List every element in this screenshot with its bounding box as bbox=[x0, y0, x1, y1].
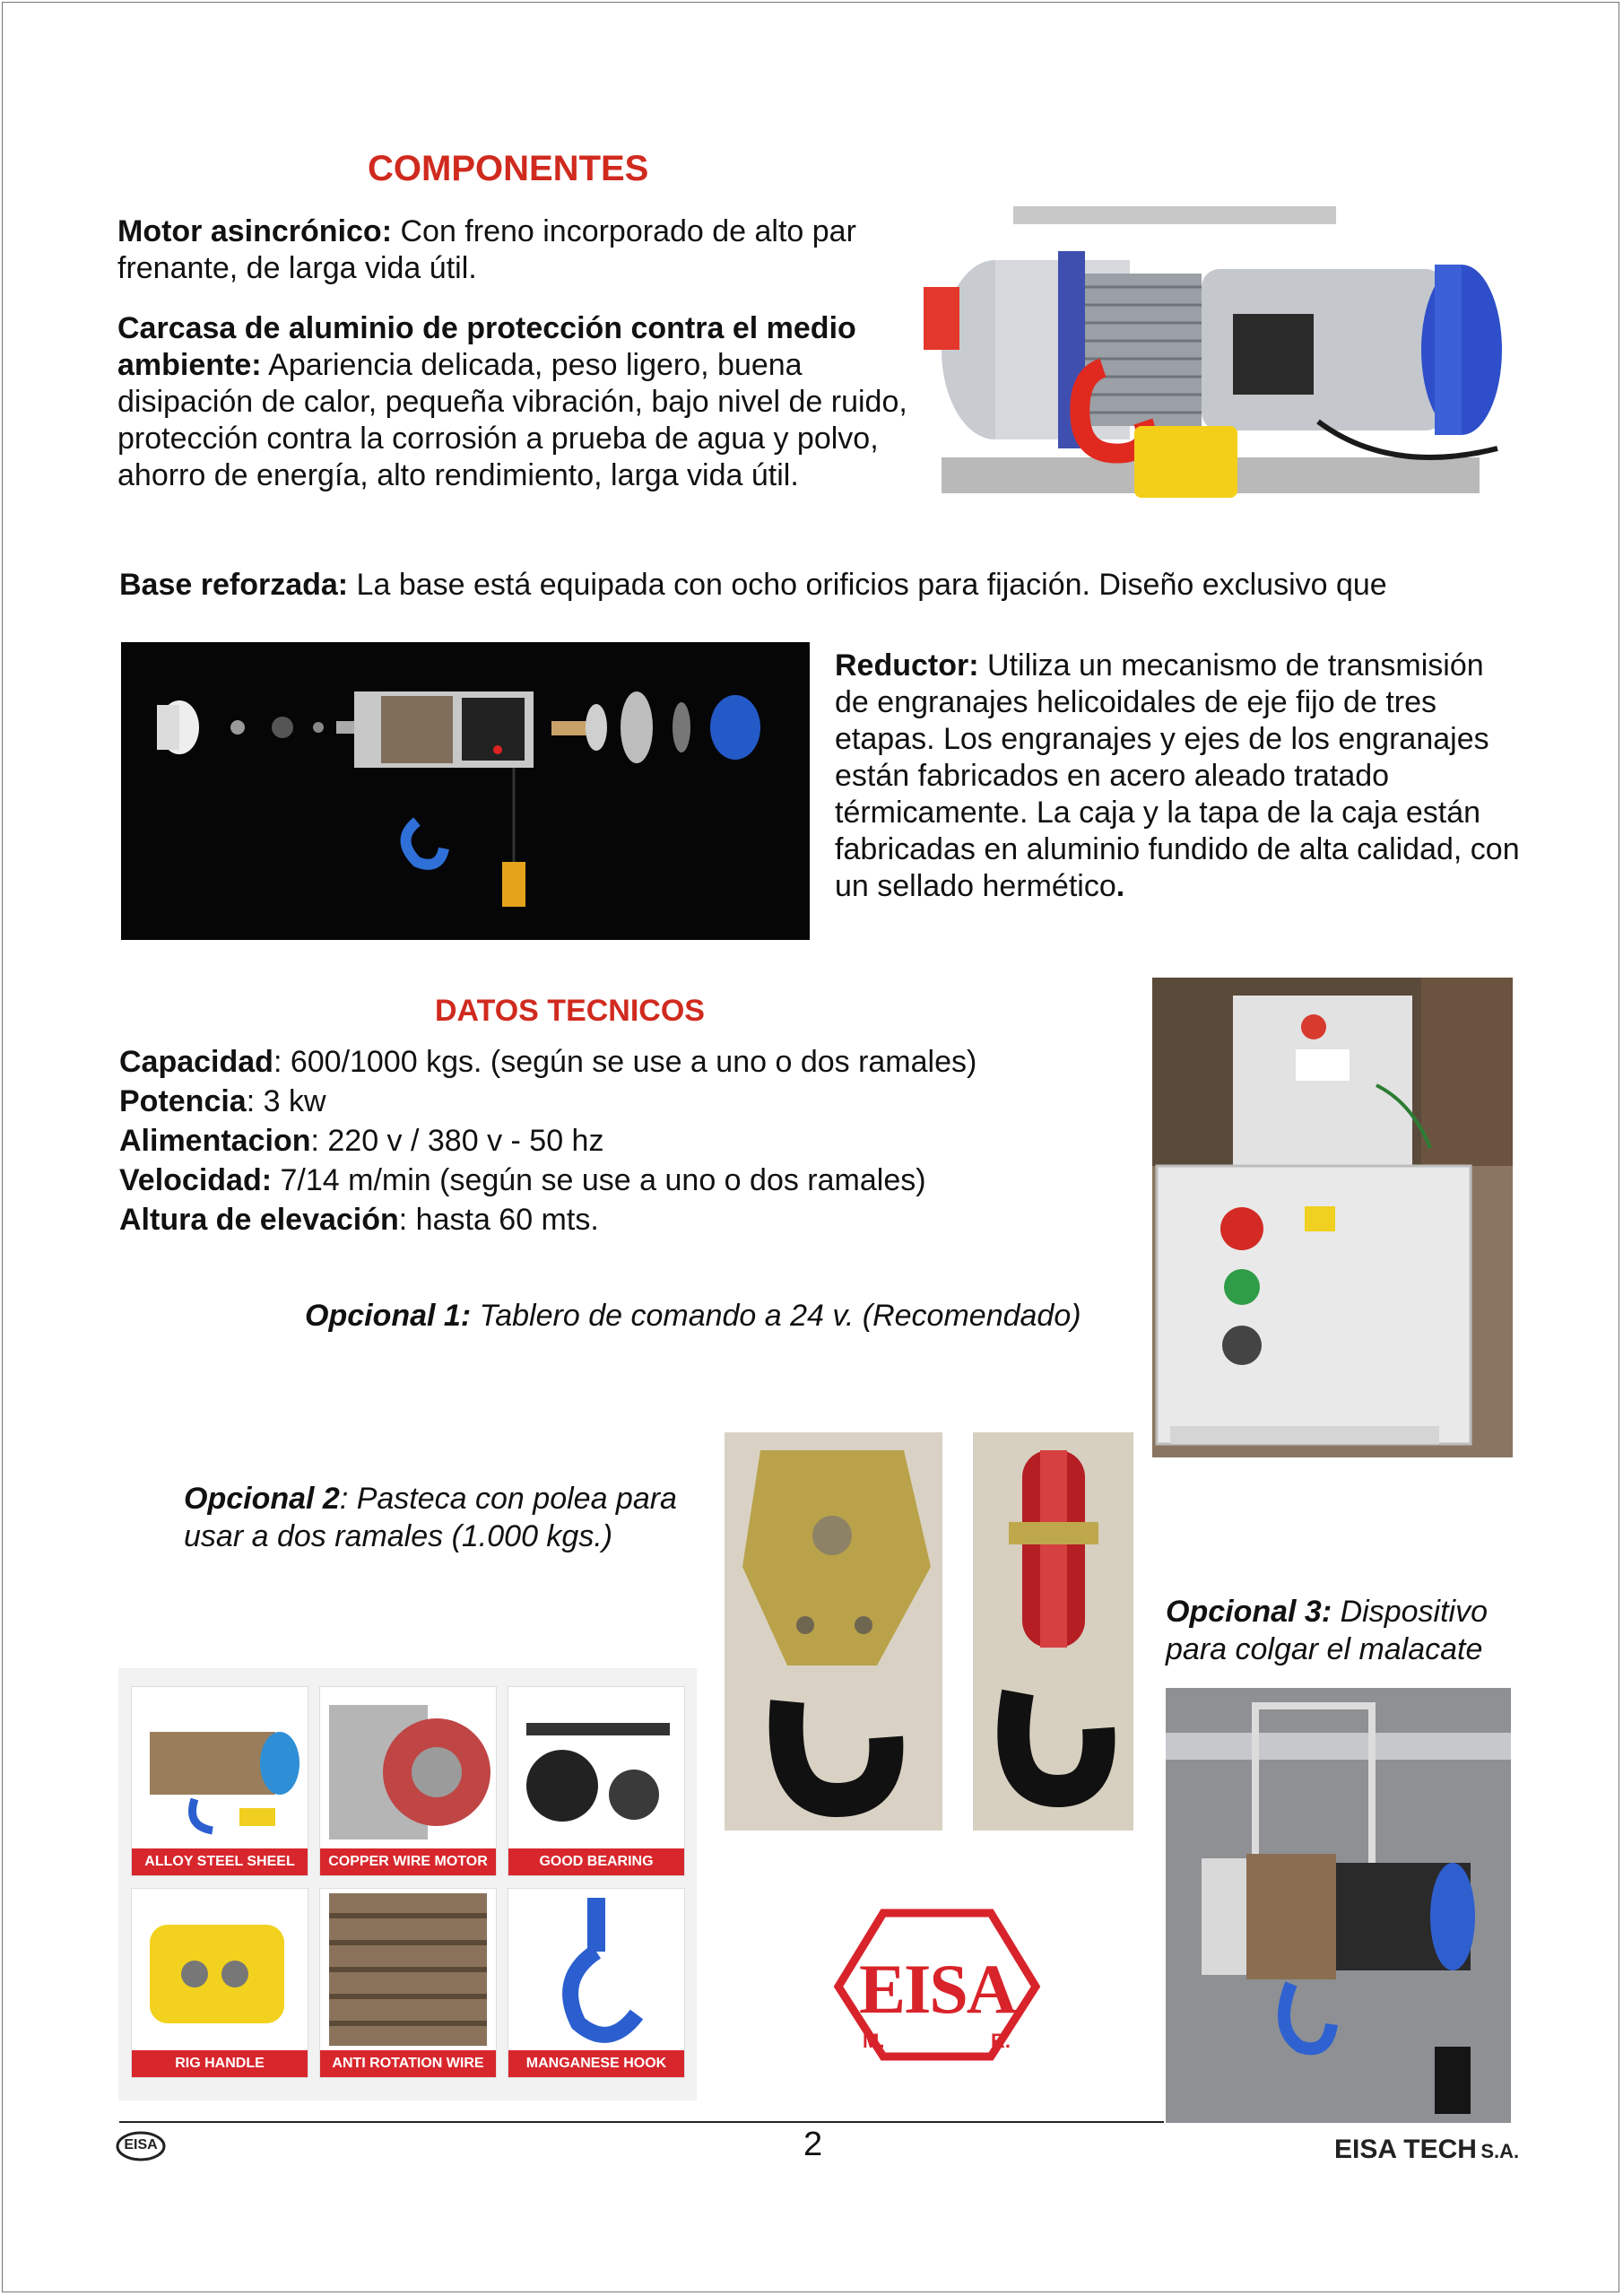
motor-label: Motor asincrónico: bbox=[117, 214, 393, 248]
feature-caption-2: COPPER WIRE MOTOR bbox=[320, 1848, 496, 1875]
motor-text: Con freno incorporado de alto par frenante, de larga vida útil. bbox=[117, 214, 856, 285]
componentes-title: COMPONENTES bbox=[368, 149, 649, 188]
reductor-paragraph bbox=[835, 648, 1525, 905]
carcasa-paragraph bbox=[117, 310, 924, 494]
base-paragraph bbox=[119, 567, 1554, 604]
feature-cell-2 bbox=[319, 1686, 497, 1876]
opcional2-label: Opcional 2 bbox=[184, 1482, 340, 1516]
capacidad-value: : 600/1000 kgs. (según se use a uno o dos ramales) bbox=[273, 1045, 977, 1079]
pulley-front-photo bbox=[725, 1432, 942, 1831]
alimentacion-value: : 220 v / 380 v - 50 hz bbox=[310, 1124, 604, 1158]
datos-list bbox=[119, 1042, 1106, 1239]
eisa-logo bbox=[834, 1906, 1040, 2063]
feature-caption-3: GOOD BEARING bbox=[508, 1848, 684, 1875]
datos-row-capacidad bbox=[119, 1042, 1106, 1082]
alimentacion-label: Alimentacion bbox=[119, 1124, 311, 1158]
opcional3-text bbox=[1166, 1593, 1515, 1668]
opcional2-desc: : Pasteca con polea para usar a dos ramales (1.000 kgs.) bbox=[184, 1482, 677, 1553]
carcasa-text: Apariencia delicada, peso ligero, buena disipación de calor, pequeña vibración, bajo nivel de ruido, protección contra la corrosión a prueba de agua y polvo, ahorro de energía, alto rendimiento, larga vida útil. bbox=[117, 348, 907, 492]
base-label: Base reforzada: bbox=[119, 568, 349, 602]
potencia-value: : 3 kw bbox=[246, 1084, 326, 1118]
reductor-label: Reductor: bbox=[835, 648, 979, 683]
footer-company-name: EISA TECH bbox=[1334, 2135, 1477, 2164]
opcional1-desc: Tablero de comando a 24 v. (Recomendado) bbox=[471, 1299, 1081, 1333]
footer-company bbox=[1334, 2135, 1519, 2165]
feature-caption-5: ANTI ROTATION WIRE bbox=[320, 2050, 496, 2077]
footer-small-logo-text: EISA bbox=[124, 2137, 158, 2152]
footer-rule bbox=[119, 2121, 1164, 2123]
datos-row-altura bbox=[119, 1200, 1106, 1239]
opcional3-label: Opcional 3: bbox=[1166, 1595, 1332, 1629]
winch-photo bbox=[924, 188, 1515, 516]
feature-caption-1: ALLOY STEEL SHEEL bbox=[132, 1848, 308, 1875]
potencia-label: Potencia bbox=[119, 1084, 247, 1118]
capacidad-label: Capacidad bbox=[119, 1045, 273, 1079]
feature-cell-1 bbox=[131, 1686, 308, 1876]
motor-paragraph bbox=[117, 213, 924, 287]
opcional1-text bbox=[305, 1297, 1081, 1335]
reductor-end: . bbox=[1115, 869, 1125, 903]
footer-company-suffix: S.A. bbox=[1480, 2140, 1520, 2162]
feature-cell-4 bbox=[131, 1888, 308, 2078]
control-panel-photo bbox=[1152, 978, 1513, 1457]
eisa-logo-right-letter: R. bbox=[991, 2030, 1011, 2052]
feature-caption-4: RIG HANDLE bbox=[132, 2050, 308, 2077]
opcional2-text bbox=[184, 1480, 731, 1555]
reductor-text: Utiliza un mecanismo de transmisión de engranajes helicoidales de eje fijo de tres etapas. Los engranajes y ejes de los engranajes están fabricados en acero aleado tratado térmicamente. La caja y la tapa de la caja están fabricadas en aluminio fundido de alta calidad, con un sellado hermético bbox=[835, 648, 1520, 903]
exploded-view-photo bbox=[121, 642, 810, 940]
feature-cell-6 bbox=[508, 1888, 685, 2078]
carcasa-label: Carcasa de aluminio de protección contra el medio ambiente: bbox=[117, 311, 856, 382]
altura-label: Altura de elevación bbox=[119, 1203, 399, 1237]
feature-cell-5 bbox=[319, 1888, 497, 2078]
feature-grid bbox=[118, 1668, 697, 2100]
datos-title: DATOS TECNICOS bbox=[435, 994, 705, 1028]
opcional1-label: Opcional 1: bbox=[305, 1299, 472, 1333]
datos-row-velocidad bbox=[119, 1161, 1106, 1200]
base-text: La base está equipada con ocho orificios para fijación. Diseño exclusivo que bbox=[348, 568, 1387, 602]
datos-row-potencia bbox=[119, 1082, 1106, 1121]
page-number: 2 bbox=[803, 2126, 823, 2163]
hanging-device-photo bbox=[1166, 1688, 1511, 2123]
velocidad-label: Velocidad: bbox=[119, 1163, 273, 1197]
footer-small-logo bbox=[115, 2130, 167, 2162]
velocidad-value: 7/14 m/min (según se use a uno o dos ramales) bbox=[272, 1163, 926, 1197]
feature-caption-6: MANGANESE HOOK bbox=[508, 2050, 684, 2077]
altura-value: : hasta 60 mts. bbox=[398, 1203, 599, 1237]
eisa-logo-left-letter: M. bbox=[863, 2030, 885, 2052]
pulley-side-photo bbox=[973, 1432, 1133, 1831]
eisa-logo-brand: EISA bbox=[858, 1950, 1016, 2028]
datos-row-alimentacion bbox=[119, 1121, 1106, 1161]
opcional3-desc: Dispositivo para colgar el malacate bbox=[1166, 1595, 1488, 1666]
feature-cell-3 bbox=[508, 1686, 685, 1876]
